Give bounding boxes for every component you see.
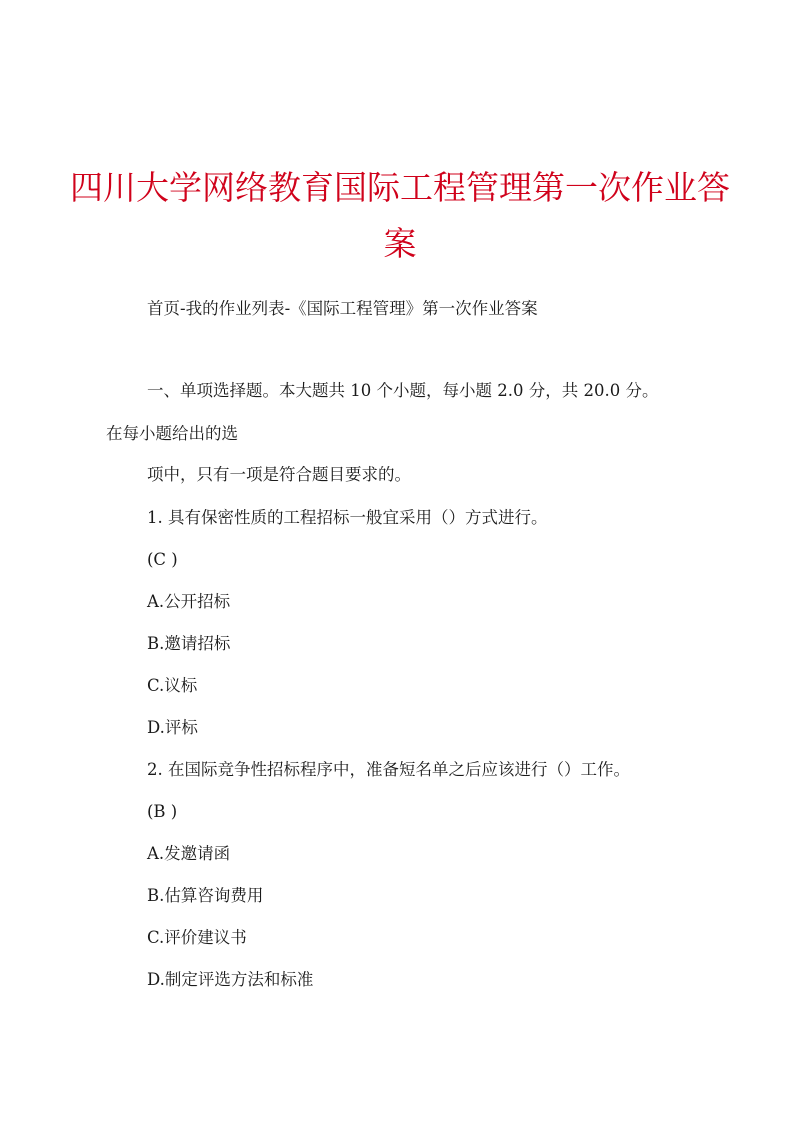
question-1-option-b: B.邀请招标 xyxy=(147,634,231,653)
section-heading-line-2: 在每小题给出的选 xyxy=(106,424,238,443)
question-2-stem: 2. 在国际竞争性招标程序中，准备短名单之后应该进行（）工作。 xyxy=(147,760,630,779)
section-heading-line-1: 一、单项选择题。本大题共 10 个小题，每小题 2.0 分，共 20.0 分。 xyxy=(147,381,659,400)
question-1-option-a: A.公开招标 xyxy=(147,592,231,611)
section-heading-line-3: 项中，只有一项是符合题目要求的。 xyxy=(147,465,411,484)
breadcrumb: 首页-我的作业列表-《国际工程管理》第一次作业答案 xyxy=(147,299,538,318)
question-1-option-d: D.评标 xyxy=(147,718,198,737)
title-line-2: 案 xyxy=(383,224,417,263)
question-2-option-c: C.评价建议书 xyxy=(147,928,247,947)
question-2-answer: (B ) xyxy=(147,802,178,821)
question-1-option-c: C.议标 xyxy=(147,676,198,695)
question-2-option-a: A.发邀请函 xyxy=(147,844,231,863)
question-1-answer: (C ) xyxy=(147,550,178,569)
question-1-stem: 1. 具有保密性质的工程招标一般宜采用（）方式进行。 xyxy=(147,508,548,527)
question-2-option-d: D.制定评选方法和标准 xyxy=(147,970,314,989)
question-2-option-b: B.估算咨询费用 xyxy=(147,886,264,905)
document-title xyxy=(60,160,740,272)
title-line-1: 四川大学网络教育国际工程管理第一次作业答 xyxy=(70,168,730,207)
